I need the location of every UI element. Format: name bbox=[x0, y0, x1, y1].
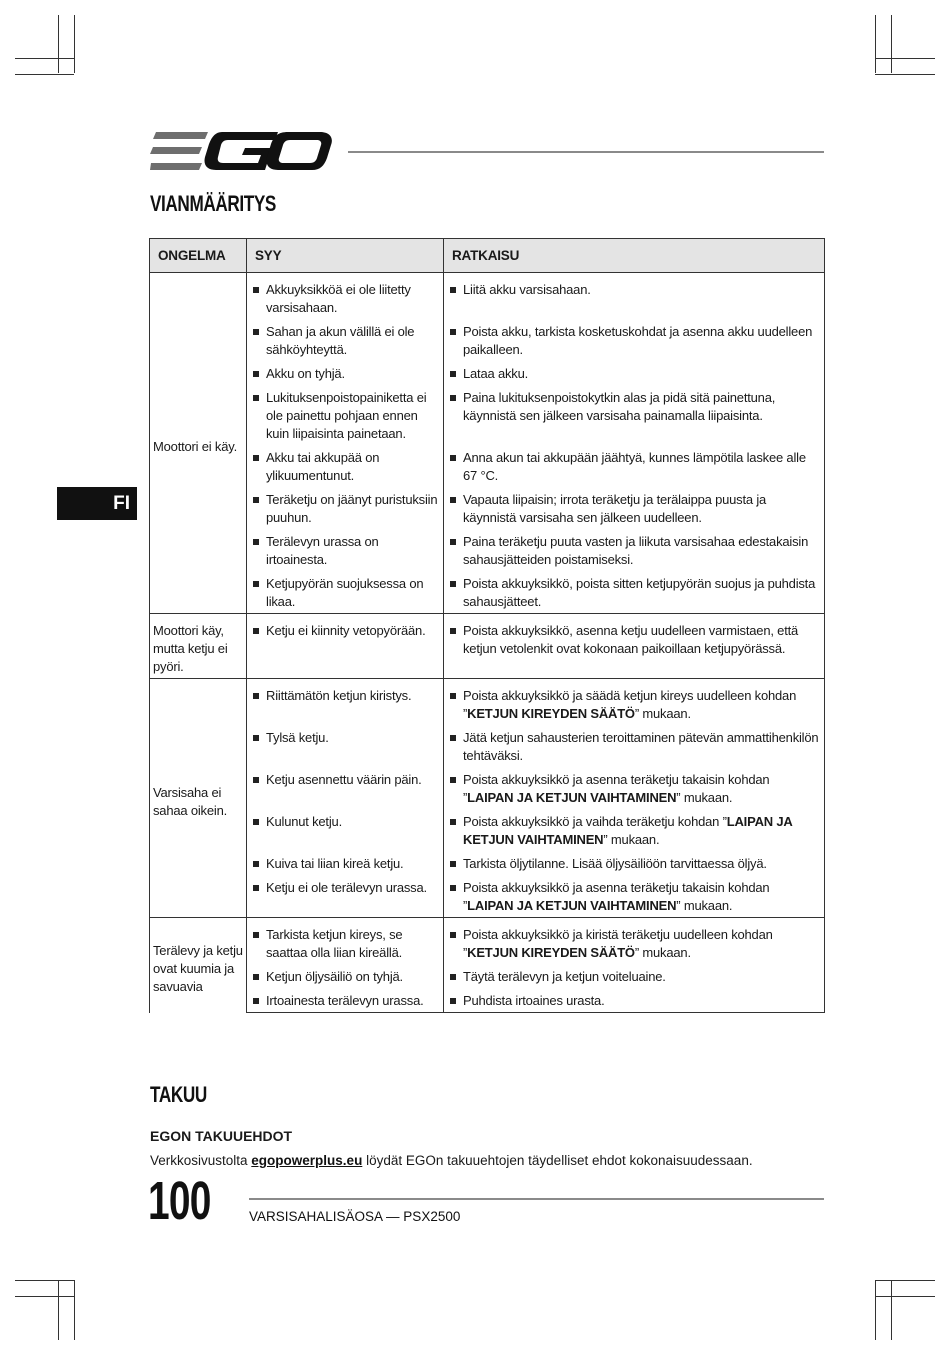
crop-mark bbox=[891, 15, 892, 73]
solution-cell bbox=[444, 992, 825, 1013]
cause-cell bbox=[247, 813, 444, 855]
solution-cell bbox=[444, 771, 825, 813]
solution-text: Lataa akku. bbox=[444, 365, 824, 383]
cause-text: Terälevyn urassa on irtoainesta. bbox=[247, 533, 443, 569]
cause-cell bbox=[247, 918, 444, 969]
solution-text-post: ” mukaan. bbox=[676, 790, 733, 805]
solution-text-pre: Poista akkuyksikkö ja kiristä teräketju uudelleen kohdan ” bbox=[463, 927, 773, 960]
solution-cell bbox=[444, 273, 825, 324]
cause-cell bbox=[247, 575, 444, 614]
solution-cell bbox=[444, 879, 825, 918]
solution-reference: LAIPAN JA KETJUN VAIHTAMINEN bbox=[463, 814, 793, 847]
solution-cell bbox=[444, 729, 825, 771]
crop-mark bbox=[875, 15, 876, 73]
solution-text-post: ” mukaan. bbox=[634, 706, 691, 721]
warranty-title: TAKUU bbox=[150, 1082, 207, 1107]
cause-text: Tarkista ketjun kireys, se saattaa olla liian kireällä. bbox=[247, 926, 443, 962]
table-row bbox=[150, 729, 825, 771]
cause-cell bbox=[247, 679, 444, 730]
footer-rule bbox=[249, 1198, 824, 1200]
cause-text: Ketju ei kiinnity vetopyörään. bbox=[247, 622, 443, 640]
solution-reference: KETJUN KIREYDEN SÄÄTÖ bbox=[467, 945, 635, 960]
cause-cell bbox=[247, 855, 444, 879]
table-row bbox=[150, 813, 825, 855]
solution-cell bbox=[444, 614, 825, 679]
solution-text bbox=[444, 687, 824, 723]
solution-cell bbox=[444, 855, 825, 879]
crop-mark bbox=[58, 15, 59, 73]
table-row bbox=[150, 533, 825, 575]
solution-text: Anna akun tai akkupään jäähtyä, kunnes lämpötila laskee alle 67 °C. bbox=[444, 449, 824, 485]
solution-reference: LAIPAN JA KETJUN VAIHTAMINEN bbox=[467, 898, 677, 913]
solution-text-pre: Poista akkuyksikkö ja asenna teräketju takaisin kohdan ” bbox=[463, 880, 770, 913]
solution-text-post: ” mukaan. bbox=[676, 898, 733, 913]
solution-text: Poista akkuyksikkö, poista sitten ketjupyörän suojus ja puhdista sahausjätteet. bbox=[444, 575, 824, 611]
warranty-link[interactable]: egopowerplus.eu bbox=[251, 1153, 363, 1168]
crop-mark bbox=[891, 1280, 892, 1340]
solution-text bbox=[444, 813, 824, 849]
table-row bbox=[150, 918, 825, 969]
solution-cell bbox=[444, 449, 825, 491]
crop-mark bbox=[15, 1296, 74, 1297]
page-number: 100 bbox=[148, 1171, 211, 1231]
troubleshooting-title: VIANMÄÄRITYS bbox=[150, 191, 276, 216]
cause-cell bbox=[247, 968, 444, 992]
solution-text: Jätä ketjun sahausterien teroittaminen pätevän ammattihenkilön tehtäväksi. bbox=[444, 729, 824, 765]
solution-text bbox=[444, 771, 824, 807]
table-row bbox=[150, 614, 825, 679]
cause-cell bbox=[247, 879, 444, 918]
crop-mark bbox=[875, 1280, 935, 1281]
cause-cell bbox=[247, 365, 444, 389]
solution-text bbox=[444, 879, 824, 915]
solution-cell bbox=[444, 575, 825, 614]
solution-text-pre: Poista akkuyksikkö ja säädä ketjun kireys uudelleen kohdan ” bbox=[463, 688, 797, 721]
cause-cell bbox=[247, 389, 444, 449]
solution-cell bbox=[444, 491, 825, 533]
cause-text: Lukituksenpoistopainiketta ei ole painettu pohjaan ennen kuin liipaisinta painetaan. bbox=[247, 389, 443, 443]
table-header-row bbox=[150, 239, 825, 273]
crop-mark bbox=[875, 1296, 935, 1297]
solution-cell bbox=[444, 968, 825, 992]
table-row bbox=[150, 273, 825, 324]
crop-mark bbox=[15, 1280, 74, 1281]
cause-cell bbox=[247, 273, 444, 324]
solution-text-post: ” mukaan. bbox=[603, 832, 660, 847]
cause-text: Akku on tyhjä. bbox=[247, 365, 443, 383]
warranty-text bbox=[150, 1153, 753, 1168]
cause-text: Riittämätön ketjun kiristys. bbox=[247, 687, 443, 705]
solution-cell bbox=[444, 323, 825, 365]
warranty-text-pre: Verkkosivustolta bbox=[150, 1153, 252, 1168]
cause-text: Tylsä ketju. bbox=[247, 729, 443, 747]
cause-text: Kulunut ketju. bbox=[247, 813, 443, 831]
crop-mark bbox=[58, 1280, 59, 1340]
warranty-text-post: löydät EGOn takuuehtojen täydelliset ehdot kokonaisuudessaan. bbox=[362, 1153, 753, 1168]
solution-text bbox=[444, 926, 824, 962]
solution-text: Tarkista öljytilanne. Lisää öljysäiliöön tarvittaessa öljyä. bbox=[444, 855, 824, 873]
solution-cell bbox=[444, 533, 825, 575]
troubleshooting-table bbox=[149, 238, 825, 1013]
cause-cell bbox=[247, 771, 444, 813]
solution-cell bbox=[444, 365, 825, 389]
cause-text: Ketju ei ole terälevyn urassa. bbox=[247, 879, 443, 897]
problem-cell: Varsisaha ei sahaa oikein. bbox=[150, 679, 247, 918]
table-row bbox=[150, 855, 825, 879]
solution-cell bbox=[444, 918, 825, 969]
column-header-cause: SYY bbox=[247, 239, 444, 273]
footer-text: VARSISAHALISÄOSA — PSX2500 bbox=[249, 1209, 461, 1224]
cause-cell bbox=[247, 533, 444, 575]
table-row bbox=[150, 992, 825, 1013]
problem-cell: Moottori käy, mutta ketju ei pyöri. bbox=[150, 614, 247, 679]
crop-mark bbox=[15, 74, 74, 75]
solution-text: Paina teräketju puuta vasten ja liikuta varsisahaa edestakaisin sahausjätteiden poistamiseksi. bbox=[444, 533, 824, 569]
table-row bbox=[150, 449, 825, 491]
cause-cell bbox=[247, 491, 444, 533]
crop-mark bbox=[875, 58, 935, 59]
cause-text: Akkuyksikköä ei ole liitetty varsisahaan. bbox=[247, 281, 443, 317]
solution-text: Poista akku, tarkista kosketuskohdat ja asenna akku uudelleen paikalleen. bbox=[444, 323, 824, 359]
cause-text: Akku tai akkupää on ylikuumentunut. bbox=[247, 449, 443, 485]
solution-text: Täytä terälevyn ja ketjun voiteluaine. bbox=[444, 968, 824, 986]
crop-mark bbox=[74, 15, 75, 73]
warranty-subtitle: EGON TAKUUEHDOT bbox=[150, 1128, 293, 1144]
crop-mark bbox=[875, 74, 935, 75]
language-tab: FI bbox=[57, 487, 137, 520]
column-header-problem: ONGELMA bbox=[150, 239, 247, 273]
solution-cell bbox=[444, 813, 825, 855]
table-row bbox=[150, 491, 825, 533]
table-row bbox=[150, 879, 825, 918]
solution-reference: LAIPAN JA KETJUN VAIHTAMINEN bbox=[467, 790, 677, 805]
table-row bbox=[150, 323, 825, 365]
solution-text: Paina lukituksenpoistokytkin alas ja pidä sitä painettuna, käynnistä sen jälkeen varsisaha painamalla liipaisinta. bbox=[444, 389, 824, 425]
column-header-solution: RATKAISU bbox=[444, 239, 825, 273]
solution-text: Vapauta liipaisin; irrota teräketju ja terälaippa puusta ja käynnistä varsisaha sen jälkeen uudelleen. bbox=[444, 491, 824, 527]
table-row bbox=[150, 575, 825, 614]
crop-mark bbox=[875, 1280, 876, 1340]
cause-text: Kuiva tai liian kireä ketju. bbox=[247, 855, 443, 873]
solution-cell bbox=[444, 679, 825, 730]
cause-cell bbox=[247, 614, 444, 679]
cause-text: Irtoainesta terälevyn urassa. bbox=[247, 992, 443, 1010]
table-row bbox=[150, 389, 825, 449]
cause-text: Ketjupyörän suojuksessa on likaa. bbox=[247, 575, 443, 611]
cause-text: Teräketju on jäänyt puristuksiin puuhun. bbox=[247, 491, 443, 527]
cause-cell bbox=[247, 449, 444, 491]
solution-text: Puhdista irtoaines urasta. bbox=[444, 992, 824, 1010]
solution-text: Liitä akku varsisahaan. bbox=[444, 281, 824, 299]
cause-cell bbox=[247, 992, 444, 1013]
table-row bbox=[150, 771, 825, 813]
problem-cell: Terälevy ja ketju ovat kuumia ja savuavia bbox=[150, 918, 247, 1013]
cause-text: Ketjun öljysäiliö on tyhjä. bbox=[247, 968, 443, 986]
crop-mark bbox=[15, 58, 74, 59]
solution-reference: KETJUN KIREYDEN SÄÄTÖ bbox=[467, 706, 635, 721]
header-rule bbox=[348, 151, 824, 153]
cause-text: Ketju asennettu väärin päin. bbox=[247, 771, 443, 789]
solution-text-pre: Poista akkuyksikkö ja vaihda teräketju kohdan ” bbox=[463, 814, 727, 829]
problem-cell: Moottori ei käy. bbox=[150, 273, 247, 614]
solution-text-post: ” mukaan. bbox=[634, 945, 691, 960]
solution-cell bbox=[444, 389, 825, 449]
ego-logo bbox=[150, 130, 332, 172]
table-row bbox=[150, 365, 825, 389]
solution-text: Poista akkuyksikkö, asenna ketju uudelleen varmistaen, että ketjun vetolenkit ovat kokonaan paikoillaan ketjupyörässä. bbox=[444, 622, 824, 658]
solution-text-pre: Poista akkuyksikkö ja asenna teräketju takaisin kohdan ” bbox=[463, 772, 770, 805]
cause-cell bbox=[247, 323, 444, 365]
crop-mark bbox=[74, 1280, 75, 1340]
table-row bbox=[150, 679, 825, 730]
cause-cell bbox=[247, 729, 444, 771]
table-row bbox=[150, 968, 825, 992]
cause-text: Sahan ja akun välillä ei ole sähköyhteyttä. bbox=[247, 323, 443, 359]
